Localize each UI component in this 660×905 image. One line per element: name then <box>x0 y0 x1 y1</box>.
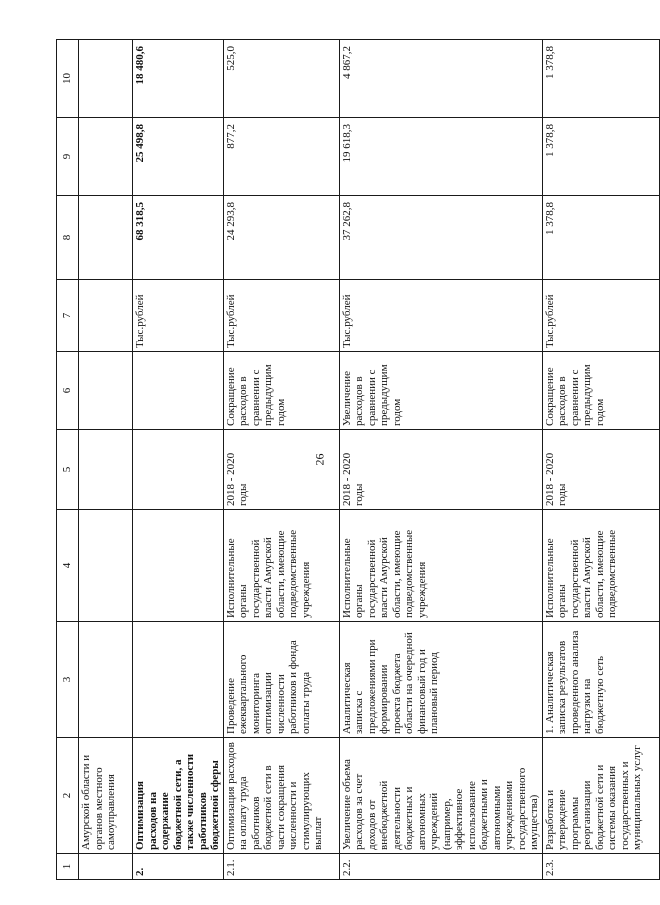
table-cell: Амурской области и органов местного самоуправления <box>79 738 133 854</box>
table-cell: 2018 - 2020 годы <box>223 430 339 510</box>
table-row <box>79 40 133 880</box>
column-number: 9 <box>57 118 79 196</box>
table-cell: 2018 - 2020 годы <box>542 430 659 510</box>
table-cell <box>133 510 224 622</box>
table-cell <box>79 196 133 280</box>
measure-name: Увеличение объема расходов за счет доходов от внебюджетной деятельности бюджетных и автономных учреждений (например, эффективное использование бюджетными и автономными учреждениями государственного имущества) <box>339 738 542 854</box>
unit-cell: Тыс.рублей <box>339 280 542 352</box>
section-title: Оптимизация расходов на содержание бюджетной сети, а также численности работников бюджетной сферы <box>133 738 224 854</box>
unit-cell: Тыс.рублей <box>542 280 659 352</box>
value-cell: 25 498,8 <box>133 118 224 196</box>
table-cell <box>79 118 133 196</box>
measure-name: Разработка и утверждение программы реорганизации бюджетной сети и системы оказания государственных и муниципальных услуг <box>542 738 659 854</box>
measures-table <box>56 39 660 880</box>
column-number: 4 <box>57 510 79 622</box>
value-cell: 4 867,2 <box>339 40 542 118</box>
table-cell: Сокращение расходов в сравнении с предыдущим годом <box>223 352 339 430</box>
table-row <box>542 40 659 880</box>
table-cell: Исполнительные органы государственной власти Амурской области, имеющие подведомственные учреждения <box>223 510 339 622</box>
table-cell: 1. Аналитическая записка результатов проведенного анализа нагрузки на бюджетную сеть <box>542 622 659 738</box>
row-number: 2.3. <box>542 854 659 880</box>
value-cell: 19 618,3 <box>339 118 542 196</box>
table-row <box>339 40 542 880</box>
table-cell: 2018 - 2020 годы <box>339 430 542 510</box>
table-cell <box>133 352 224 430</box>
table-cell: Увеличение расходов в сравнении с предыдущим годом <box>339 352 542 430</box>
table-cell <box>79 352 133 430</box>
value-cell: 37 262,8 <box>339 196 542 280</box>
value-cell: 24 293,8 <box>223 196 339 280</box>
table-cell <box>133 430 224 510</box>
unit-cell: Тыс.рублей <box>223 280 339 352</box>
table-cell: Аналитическая записка с предложениями при формировании проекта бюджета области на очередной финансовый год и плановый период <box>339 622 542 738</box>
value-cell: 1 378,8 <box>542 40 659 118</box>
table-cell <box>79 40 133 118</box>
table-cell <box>79 854 133 880</box>
column-number: 3 <box>57 622 79 738</box>
column-number: 6 <box>57 352 79 430</box>
table-cell: Проведение ежеквартального мониторинга оптимизации численности работников и фонда оплаты труда <box>223 622 339 738</box>
table-cell <box>79 510 133 622</box>
table-cell: Исполнительные органы государственной власти Амурской области, имеющие подведомственные <box>542 510 659 622</box>
table-cell <box>79 280 133 352</box>
page-number: 26 <box>312 453 327 466</box>
value-cell: 877,2 <box>223 118 339 196</box>
value-cell: 525,0 <box>223 40 339 118</box>
value-cell: 1 378,8 <box>542 118 659 196</box>
column-number: 5 <box>57 430 79 510</box>
row-number: 2.2. <box>339 854 542 880</box>
column-number-row <box>57 40 79 880</box>
table-cell <box>79 430 133 510</box>
table-row <box>223 40 339 880</box>
row-number: 2.1. <box>223 854 339 880</box>
value-cell: 68 318,5 <box>133 196 224 280</box>
column-number: 8 <box>57 196 79 280</box>
rotated-table-container <box>56 40 643 880</box>
table-cell <box>79 622 133 738</box>
table-cell <box>133 622 224 738</box>
column-number: 1 <box>57 854 79 880</box>
value-cell: 18 480,6 <box>133 40 224 118</box>
column-number: 10 <box>57 40 79 118</box>
unit-cell: Тыс.рублей <box>133 280 224 352</box>
value-cell: 1 378,8 <box>542 196 659 280</box>
measure-name: Оптимизация расходов на оплату труда работников бюджетной сети в части сокращения численности и стимулирующих выплат <box>223 738 339 854</box>
section-row <box>133 40 224 880</box>
table-cell: Исполнительные органы государственной власти Амурской области, имеющие подведомственные учреждения <box>339 510 542 622</box>
table-cell: Сокращение расходов в сравнении с предыдущим годом <box>542 352 659 430</box>
column-number: 7 <box>57 280 79 352</box>
row-number: 2. <box>133 854 224 880</box>
column-number: 2 <box>57 738 79 854</box>
